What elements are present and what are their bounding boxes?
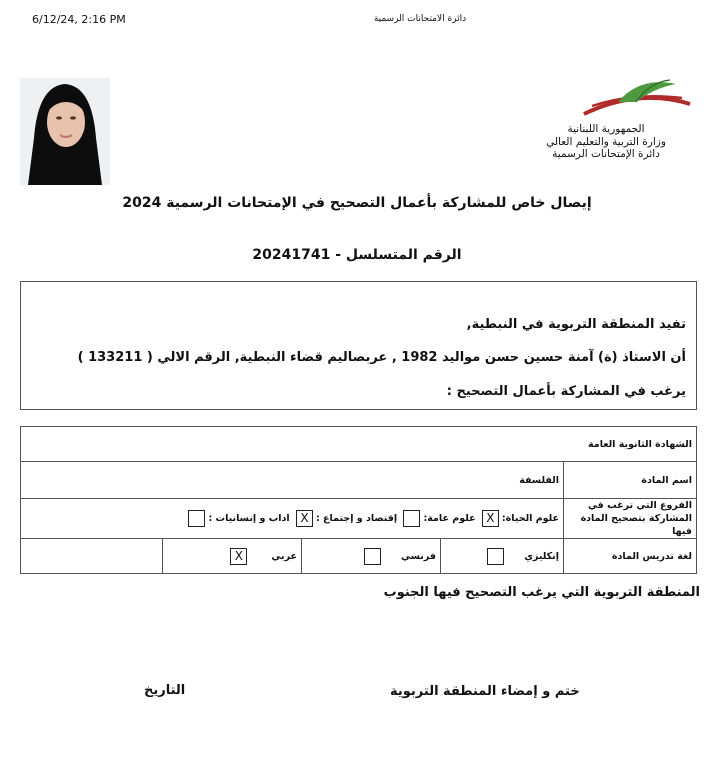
- language-french-cell: [302, 539, 441, 574]
- applicant-photo: [20, 78, 110, 185]
- branch-option-economics-sociology: إقتصاد و إجتماع :X: [293, 510, 397, 527]
- ministry-logo: [578, 76, 698, 124]
- language-arabic-checkbox[interactable]: X: [230, 548, 247, 565]
- ministry-line-3: دائرة الإمتحانات الرسمية: [552, 148, 660, 160]
- table-row: [21, 499, 697, 539]
- certificate-cell: الشهادة الثانوية العامة: [21, 427, 697, 462]
- print-datetime: 6/12/24, 2:16 PM: [32, 13, 126, 26]
- serial-number: الرقم المتسلسل - 20241741: [252, 247, 462, 263]
- region-line: المنطقة التربوية التي يرغب التصحيح فيها الجنوب: [383, 585, 700, 600]
- language-arabic-label: عربي: [271, 550, 297, 562]
- branch-checkbox-life-sciences[interactable]: X: [482, 510, 499, 527]
- details-table: [20, 426, 697, 574]
- branch-checkbox-economics-sociology[interactable]: X: [296, 510, 313, 527]
- branch-checkbox-humanities[interactable]: [188, 510, 205, 527]
- branch-checkbox-general-sciences[interactable]: [403, 510, 420, 527]
- ministry-header: [536, 123, 676, 161]
- print-page-title: دائرة الامتحانات الرسمية: [373, 14, 467, 24]
- language-french-checkbox[interactable]: [364, 548, 381, 565]
- date-label: التاريخ: [144, 683, 186, 698]
- subject-value: الفلسفة: [21, 462, 564, 499]
- branches-label: الفروع التي ترغب في المشاركة بتصحيح المادة فيها: [564, 499, 697, 539]
- ministry-line-2: وزارة التربية والتعليم العالي: [546, 135, 666, 148]
- branch-option-life-sciences: علوم الحياة:X: [479, 510, 559, 527]
- table-row: [21, 539, 697, 574]
- branches-cell: [21, 499, 564, 539]
- language-label: لغة تدريس المادة: [564, 539, 697, 574]
- language-english-label: إنكليزي: [524, 550, 559, 562]
- subject-label: اسم المادة: [564, 462, 697, 499]
- language-empty-cell: [21, 539, 163, 574]
- table-row: [21, 427, 697, 462]
- ministry-line-1: الجمهورية اللبنانية: [567, 123, 645, 135]
- language-english-cell: [441, 539, 564, 574]
- statement-line-1: تفيد المنطقة التربوية في النبطية,: [466, 317, 686, 332]
- language-arabic-cell: [163, 539, 302, 574]
- language-french-label: فرنسي: [401, 550, 436, 562]
- table-row: [21, 462, 697, 499]
- language-english-checkbox[interactable]: [487, 548, 504, 565]
- statement-box: [20, 281, 697, 410]
- statement-line-3: يرغب في المشاركة بأعمال التصحيح :: [446, 384, 686, 399]
- branch-option-general-sciences: علوم عامة:: [400, 510, 475, 527]
- document-title: إيصال خاص للمشاركة بأعمال التصحيح في الإمتحانات الرسمية 2024: [122, 195, 592, 211]
- branch-option-humanities: اداب و إنسانيات :: [185, 510, 289, 527]
- signature-label: ختم و إمضاء المنطقة التربوية: [390, 684, 580, 699]
- statement-line-2: أن الاستاذ (ة) آمنة حسين حسن مواليد 1982 , عربصاليم قضاء النبطية, الرقم الالي ( 133211 ): [77, 350, 686, 365]
